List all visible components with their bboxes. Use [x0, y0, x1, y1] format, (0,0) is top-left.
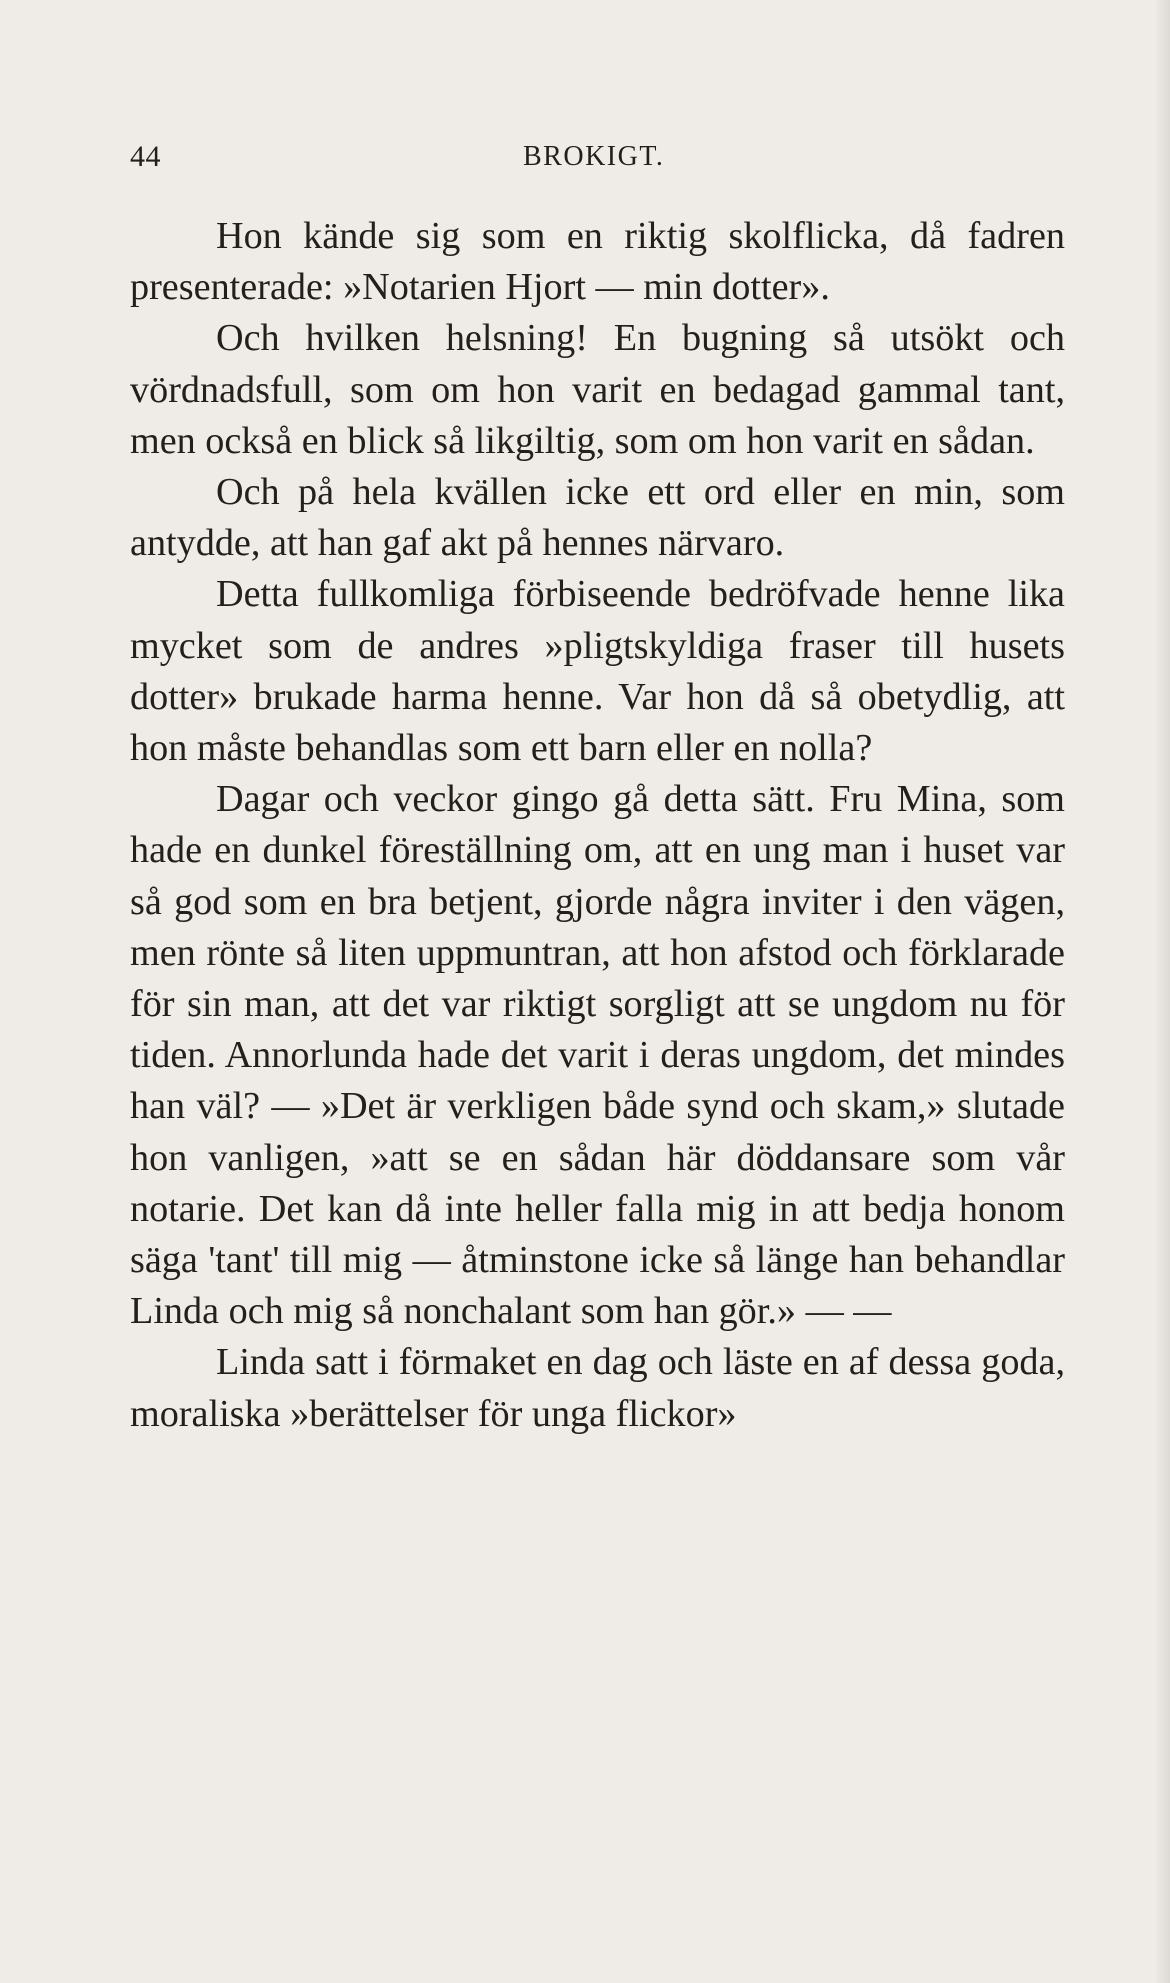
- running-head: BROKIGT.: [523, 141, 665, 172]
- paragraph: Och hvilken helsning! En bugning så utsökt och vördnadsfull, som om hon varit en bedagad gammal tant, men också en blick så likgiltig, som om hon varit en sådan.: [130, 317, 1065, 462]
- body-text: [130, 211, 1065, 1440]
- page-edge-shadow: [1154, 0, 1170, 1983]
- page-number: 44: [130, 140, 161, 173]
- paragraph: Detta fullkomliga förbiseende bedröfvade henne lika mycket som de andres »pligtskyldiga fraser till husets dotter» brukade harma henne. Var hon då så obetydlig, att hon måste behandlas som ett barn eller en nolla?: [130, 573, 1065, 770]
- paragraph: Och på hela kvällen icke ett ord eller en min, som antydde, att han gaf akt på hennes närvaro.: [130, 471, 1065, 565]
- paragraph: Linda satt i förmaket en dag och läste en af dessa goda, moraliska »berättelser för unga flickor»: [130, 1341, 1065, 1435]
- paragraph: Hon kände sig som en riktig skolflicka, då fadren presenterade: »Notarien Hjort — min dotter».: [130, 215, 1065, 309]
- paragraph: Dagar och veckor gingo gå detta sätt. Fru Mina, som hade en dunkel föreställning om, att en ung man i huset var så god som en bra betjent, gjorde några inviter i den vägen, men rönte så liten uppmuntran, att hon afstod och förklarade för sin man, att det var riktigt sorgligt att se ungdom nu för tiden. Annorlunda hade det varit i deras ungdom, det mindes han väl? — »Det är verkligen både synd och skam,» slutade hon vanligen, »att se en sådan här döddansare som vår notarie. Det kan då inte heller falla mig in att bedja honom säga 'tant' till mig — åtminstone icke så länge han behandlar Linda och mig så nonchalant som han gör.» — —: [130, 778, 1065, 1333]
- page-header: [130, 140, 1065, 180]
